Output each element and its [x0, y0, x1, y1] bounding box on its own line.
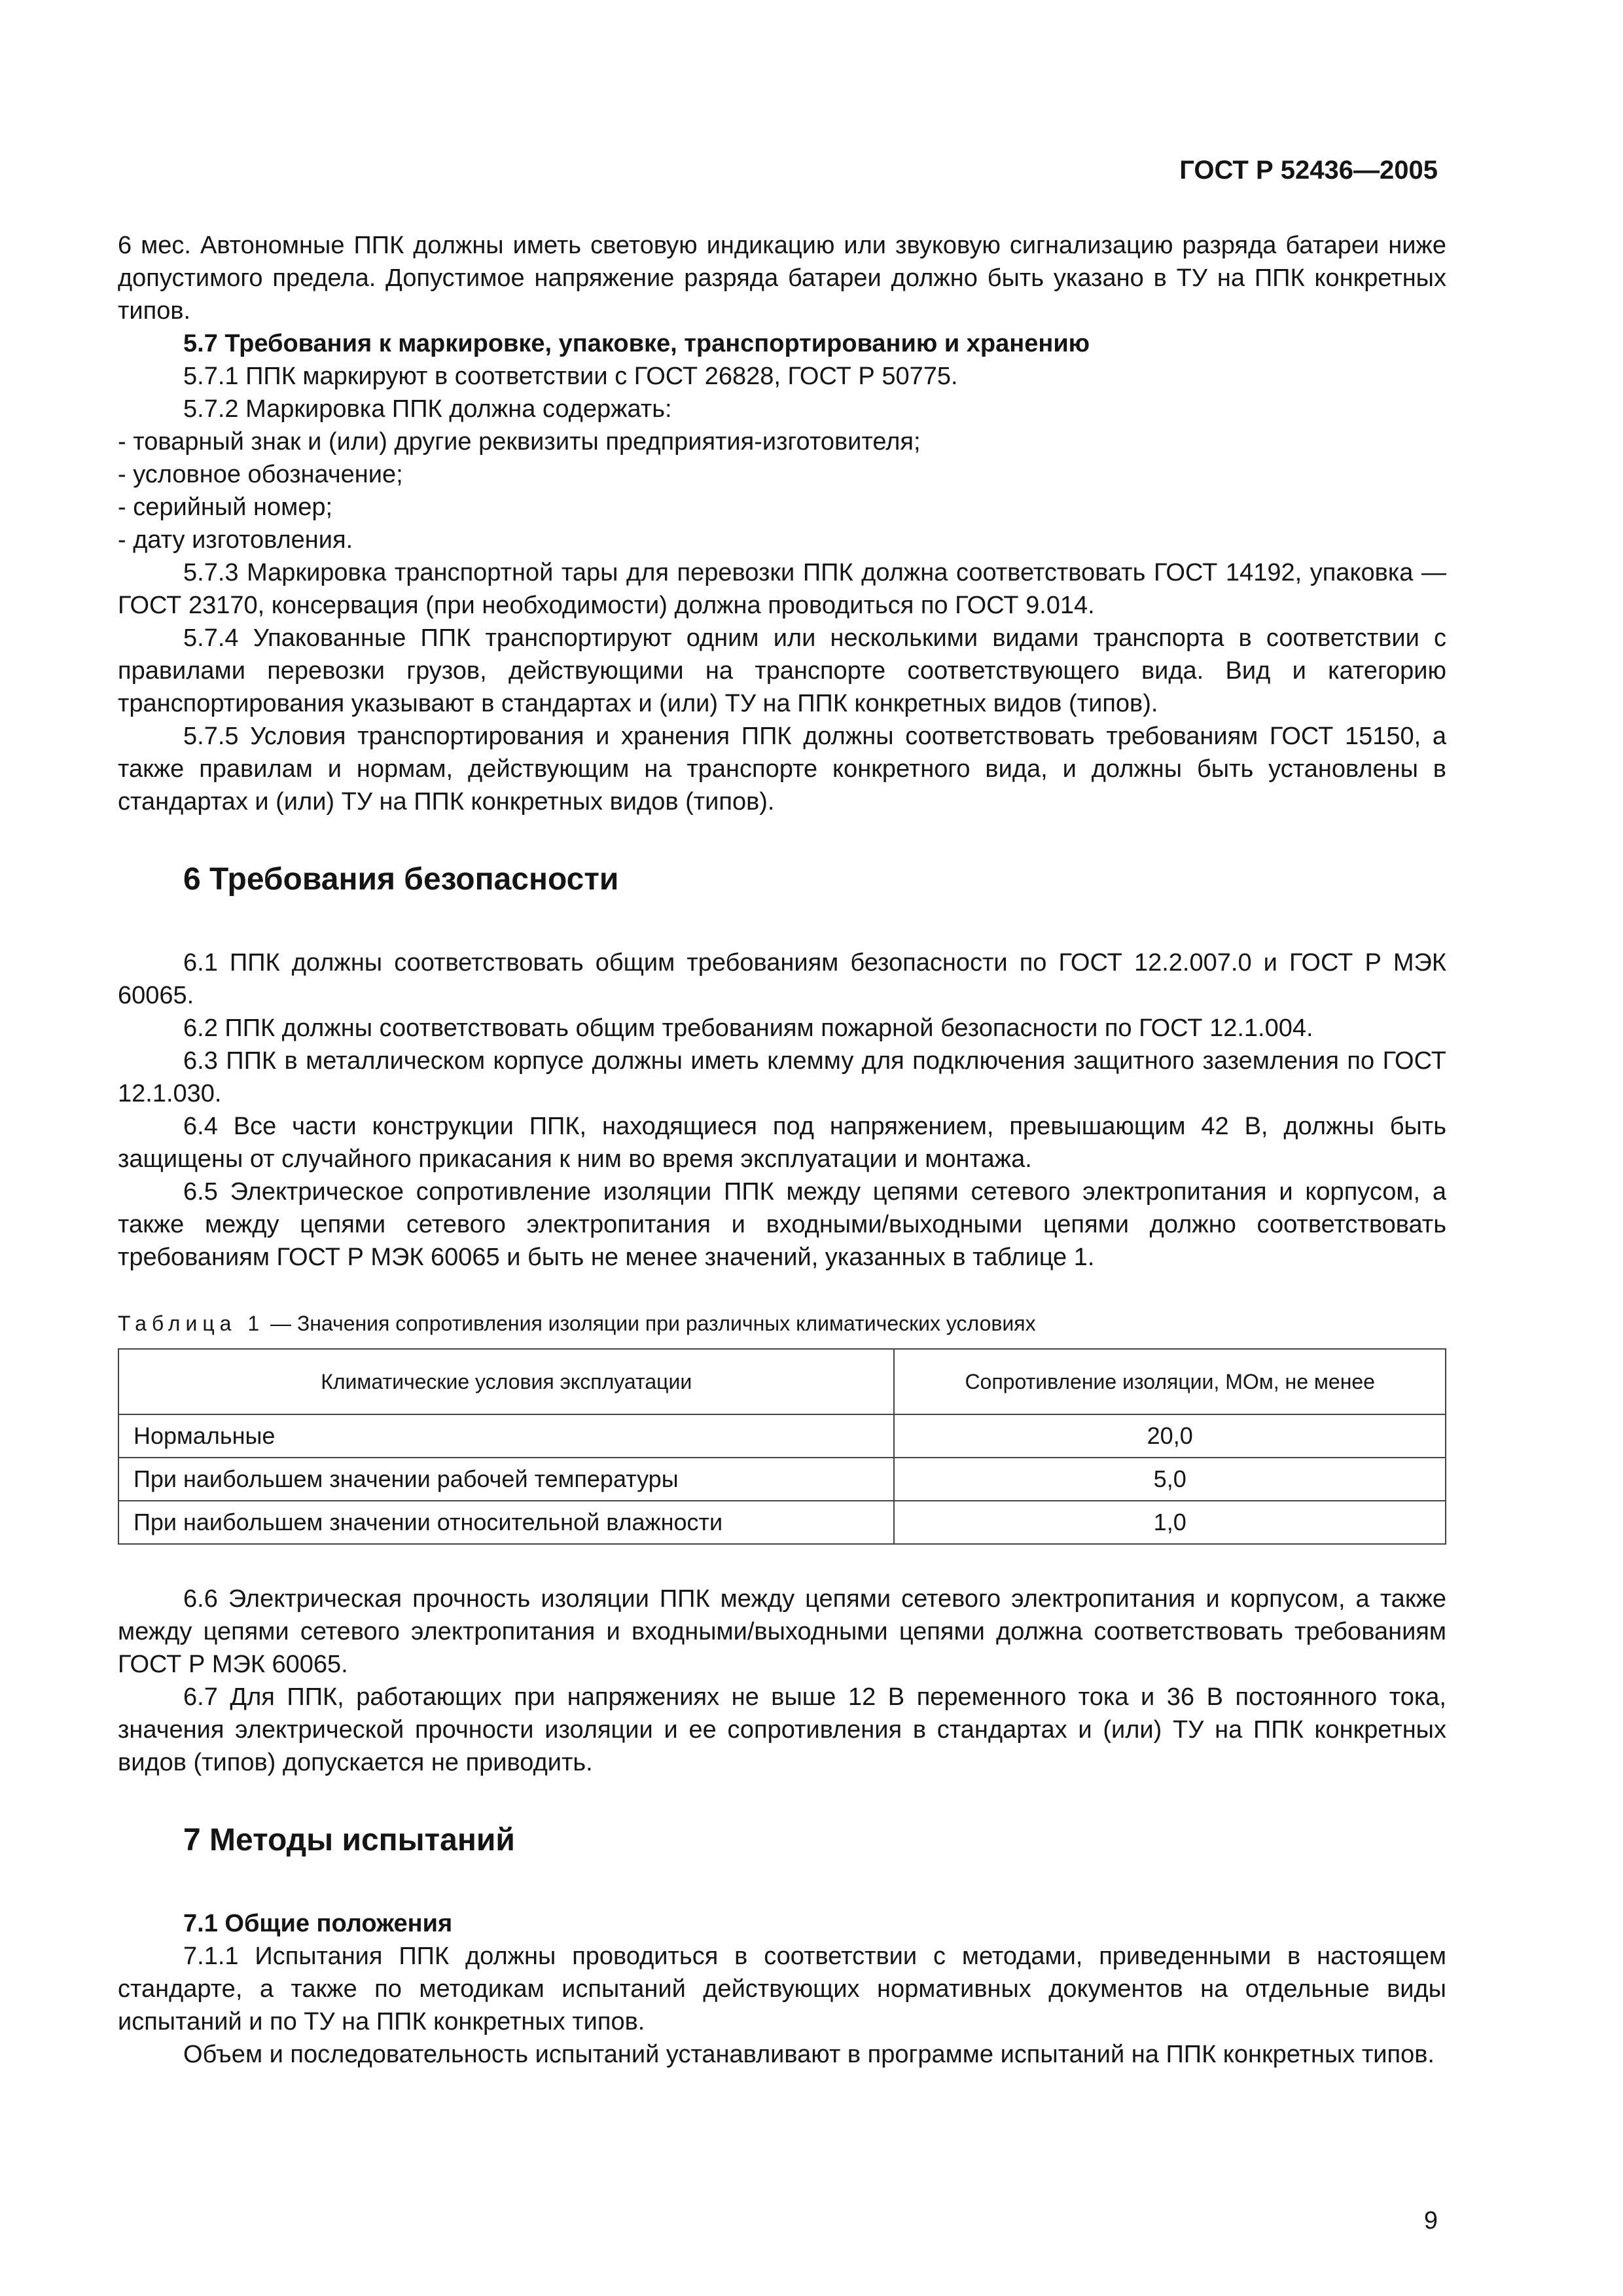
table-row	[118, 1414, 1446, 1458]
section-heading: 7 Методы испытаний	[183, 1823, 515, 1857]
table-cell: При наибольшем значении рабочей температуры	[118, 1458, 894, 1501]
table-header-row	[118, 1349, 1446, 1414]
document-header: ГОСТ Р 52436—2005	[1179, 156, 1438, 185]
table-row	[118, 1458, 1446, 1501]
paragraph: - товарный знак и (или) другие реквизиты предприятия-изготовителя;	[118, 428, 921, 456]
table-header-cell: Сопротивление изоляции, МОм, не менее	[894, 1349, 1446, 1414]
table-caption-text: — Значения сопротивления изоляции при различных климатических условиях	[264, 1312, 1036, 1335]
table-cell: 5,0	[894, 1458, 1446, 1501]
table-cell: При наибольшем значении относительной влажности	[118, 1501, 894, 1544]
paragraph: - дату изготовления.	[118, 526, 353, 554]
table-cell: Нормальные	[118, 1414, 894, 1458]
paragraph: 5.7.4 Упакованные ППК транспортируют одним или несколькими видами транспорта в соответствии с правилами перевозки грузов, действующими на транспорте соответствующего вида. Вид и категорию транспортирования указывают в стандартах и (или) ТУ на ППК конкретных видов (типов).	[118, 624, 1446, 717]
paragraph: 6.2 ППК должны соответствовать общим требованиям пожарной безопасности по ГОСТ 12.1.004.	[183, 1014, 1313, 1042]
paragraph: 5.7.5 Условия транспортирования и хранения ППК должны соответствовать требованиям ГОСТ 15150, а также правилам и нормам, действующим на транспорте конкретного вида, и должны быть установлены в стандартах и (или) ТУ на ППК конкретных видов (типов).	[118, 723, 1446, 816]
subsection-heading: 5.7 Требования к маркировке, упаковке, транспортированию и хранению	[183, 330, 1090, 357]
insulation-resistance-table	[118, 1348, 1446, 1545]
table-header-cell: Климатические условия эксплуатации	[118, 1349, 894, 1414]
table-caption-label: Таблица 1	[118, 1312, 265, 1335]
paragraph: 6 мес. Автономные ППК должны иметь световую индикацию или звуковую сигнализацию разряда батареи ниже допустимого предела. Допустимое напряжение разряда батареи должно быть указано в ТУ на ППК конкретных типов.	[118, 232, 1446, 325]
document-body	[118, 229, 1446, 2071]
table-caption	[118, 1309, 1446, 1338]
paragraph: 6.5 Электрическое сопротивление изоляции ППК между цепями сетевого электропитания и корпусом, а также между цепями сетевого электропитания и входными/выходными цепями должно соответствовать требованиям ГОСТ Р МЭК 60065 и быть не менее значений, указанных в таблице 1.	[118, 1178, 1446, 1271]
subsection-heading: 7.1 Общие положения	[183, 1910, 453, 1937]
section-heading: 6 Требования безопасности	[183, 862, 619, 897]
table-row	[118, 1501, 1446, 1544]
paragraph: - серийный номер;	[118, 493, 333, 521]
page-number: 9	[1423, 2207, 1438, 2234]
paragraph: 6.4 Все части конструкции ППК, находящиеся под напряжением, превышающим 42 В, должны быть защищены от случайного прикасания к ним во время эксплуатации и монтажа.	[118, 1113, 1446, 1173]
table-cell: 20,0	[894, 1414, 1446, 1458]
paragraph: 6.3 ППК в металлическом корпусе должны иметь клемму для подключения защитного заземления по ГОСТ 12.1.030.	[118, 1047, 1446, 1107]
paragraph: 5.7.2 Маркировка ППК должна содержать:	[183, 395, 672, 423]
paragraph: Объем и последовательность испытаний устанавливают в программе испытаний на ППК конкретных типов.	[183, 2041, 1435, 2068]
table-cell: 1,0	[894, 1501, 1446, 1544]
paragraph: 6.7 Для ППК, работающих при напряжениях не выше 12 В переменного тока и 36 В постоянного тока, значения электрической прочности изоляции и ее сопротивления в стандартах и (или) ТУ на ППК конкретных видов (типов) допускается не приводить.	[118, 1683, 1446, 1776]
paragraph: - условное обозначение;	[118, 461, 403, 488]
paragraph: 6.1 ППК должны соответствовать общим требованиям безопасности по ГОСТ 12.2.007.0 и ГОСТ Р МЭК 60065.	[118, 949, 1446, 1009]
paragraph: 7.1.1 Испытания ППК должны проводиться в соответствии с методами, приведенными в настоящем стандарте, а также по методикам испытаний действующих нормативных документов на отдельные виды испытаний и по ТУ на ППК конкретных типов.	[118, 1943, 1446, 2036]
paragraph: 6.6 Электрическая прочность изоляции ППК между цепями сетевого электропитания и корпусом, а также между цепями сетевого электропитания и входными/выходными цепями должна соответствовать требованиям ГОСТ Р МЭК 60065.	[118, 1585, 1446, 1678]
paragraph: 5.7.3 Маркировка транспортной тары для перевозки ППК должна соответствовать ГОСТ 14192, упаковка — ГОСТ 23170, консервация (при необходимости) должна проводиться по ГОСТ 9.014.	[118, 559, 1446, 619]
paragraph: 5.7.1 ППК маркируют в соответствии с ГОСТ 26828, ГОСТ Р 50775.	[183, 363, 958, 390]
